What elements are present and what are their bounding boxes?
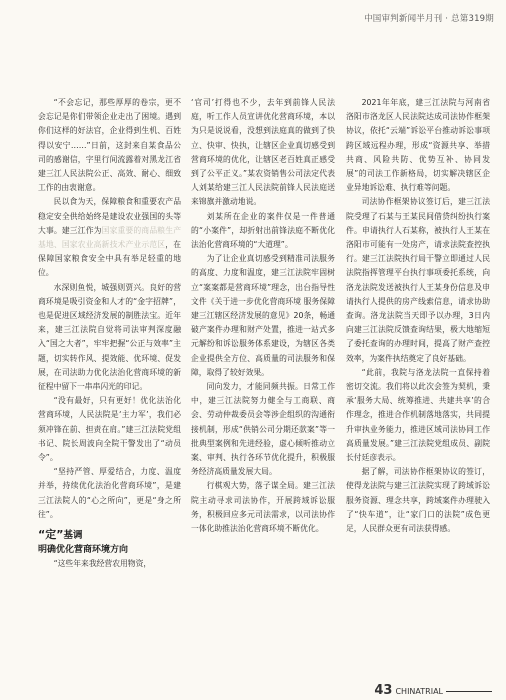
paragraph: “不会忘记，那些厚厚的卷宗，更不会忘记是你们带领企业走出了困境。遇到你们这样的好法官，企业得到生机、百姓得以安宁……”日前，这封来自某食品公司的感谢信，字里行间流露着对黑龙江省建三江人民法院公正、高效、耐心、细致工作的由衷谢意。 [38, 98, 181, 193]
footer-brand: CHINATRIAL [395, 687, 443, 696]
section-title-text: 基调 [63, 530, 83, 542]
paragraph-text: ，在保障国家粮食安全中具有举足轻重的地位。 [38, 240, 181, 278]
paragraph: 行棋观大势，落子谋全局。建三江法院主动寻求司法协作，开展跨域诉讼服务，积极回应多元司法需求，以司法协作一体化助推法治化营商环境不断优化。 [191, 481, 335, 534]
paragraph: 司法协作框架协议签订后，建三江法院受理了石某与王某民间借贷纠纷执行案件。申请执行人石某称，被执行人王某在洛阳市可能有一处房产，请求法院查控执行。建三江法院执行局干警立即通过人民法院指挥管理平台执行事项委托系统，向洛龙法院发送被执行人王某身份信息及申请执行人提供的房产线索信息，请求协助查询。洛龙法院当天即予以办理，3日内向建三江法院反馈查询结果，极大地缩短了委托查询的办理时间，提高了财产查控效率，为案件执结奠定了良好基础。 [346, 197, 490, 363]
page-header: 中国审判新闻半月刊 · 总第319期 [364, 14, 494, 24]
paragraph: 刘某所在企业的案件仅是一件普通的“小案件”，却折射出前锋法庭不断优化法治化营商环境的“大道理”。 [191, 211, 335, 250]
paragraph: “坚持严管、厚爱结合，力度、温度并举，持续优化法治化营商环境”，是建三江法院人的“心之所向”，更是“身之所往”。 [38, 467, 181, 519]
paragraph: 水深则鱼悦，城强则贾兴。良好的营商环境是吸引资金和人才的“金字招牌”，也是促进区域经济发展的制胜法宝。近年来，建三江法院自觉将司法审判深度融入“国之大者”，牢牢把握“公正与效率”主题，切实转作风、提效能、优环境、促发展，在司法助力优化法治化营商环境的新征程中留下一串串闪光的印记。 [38, 282, 181, 392]
paragraph: “此前，我院与洛龙法院一直保持着密切交流。我们将以此次会签为契机，秉承‘服务大局、统筹推进、共建共享’的合作理念，推进合作机制落地落实，共同提升审执业务能力，推进区域司法协同工作高质量发展。”建三江法院党组成员、副院长付廷彦表示。 [346, 367, 490, 463]
paragraph: 同向发力，才能同频共振。日常工作中，建三江法院努力健全与工商联、商会、劳动仲裁委员会等涉企组织的沟通衔接机制，形成“供销公司分期还款案”等一批典型案例和先进经验，虚心倾听推动立案、审判、执行各环节优化提升，积极服务经济高质量发展大局。 [191, 382, 335, 477]
paragraph: 据了解，司法协作框架协议的签订，使得龙法院与建三江法院实现了跨域诉讼服务资源、理念共享，跨域案件办理驶入了“快车道”，让“家门口的法院”成色更足，人民群众更有司法获得感。 [346, 467, 490, 534]
column-2 [191, 96, 335, 536]
section-subtitle: 明确优化营商环境方向 [38, 545, 129, 556]
column-3 [346, 96, 490, 536]
section-title-keyword: “定” [38, 528, 64, 542]
page-number: 43 [374, 683, 393, 698]
faded-text: 国家重要的商品粮生产基地、国家农业高新技术产业示范区 [38, 225, 181, 250]
paragraph: ‘官司’打得也不少，去年到前锋人民法庭，听工作人员宣讲优化营商环境，本以为只是说说看，没想到法庭真的做到了快立、快审、快执，让辖区企业真切感受到营商环境的优化，让辖区老百姓真正感受到了公平正义。”某农资销售公司法定代表人刘某给建三江人民法院前锋人民法庭送来锦旗并激动地说。 [191, 98, 335, 207]
footer-rule [446, 691, 492, 692]
column-1 [38, 96, 181, 571]
paragraph: 为了让企业真切感受到精准司法服务的高度、力度和温度，建三江法院牢固树立“案案都是营商环境”理念，出台指导性文件《关于进一步优化营商环境 服务保障建三江辖区经济发展的意见》20条，畅通破产案件办理和财产处置，推进一站式多元解纷和诉讼服务体系建设，为辖区各类企业提供全方位、高质量的司法服务和保障，取得了较好效果。 [191, 254, 335, 377]
paragraph [38, 195, 181, 280]
page-footer [374, 683, 492, 698]
paragraph: “这些年来我经营农用物资， [53, 559, 152, 569]
paragraph: “没有最好，只有更好！优化法治化营商环境，人民法院是‘主力军’，我们必须冲锋在前、担责在肩。”建三江法院党组书记、院长周波向全院干警发出了“动员令”。 [38, 396, 181, 463]
paragraph-text: 民以食为天，保障粮食和重要农产品稳定安全供给始终是建设农业强国的头等大事。建三江作为 [38, 197, 181, 235]
section-title [38, 528, 181, 543]
paragraph: 2021年年底，建三江法院与河南省洛阳市洛龙区人民法院达成司法协作框架协议，依托“云端”诉讼平台推动诉讼事项跨区域远程办理，形成“资源共享、举措共商、风险共防、优势互补、协同发展”的司法工作新格局，切实解决辖区企业异地诉讼难、执行难等问题。 [346, 98, 490, 193]
